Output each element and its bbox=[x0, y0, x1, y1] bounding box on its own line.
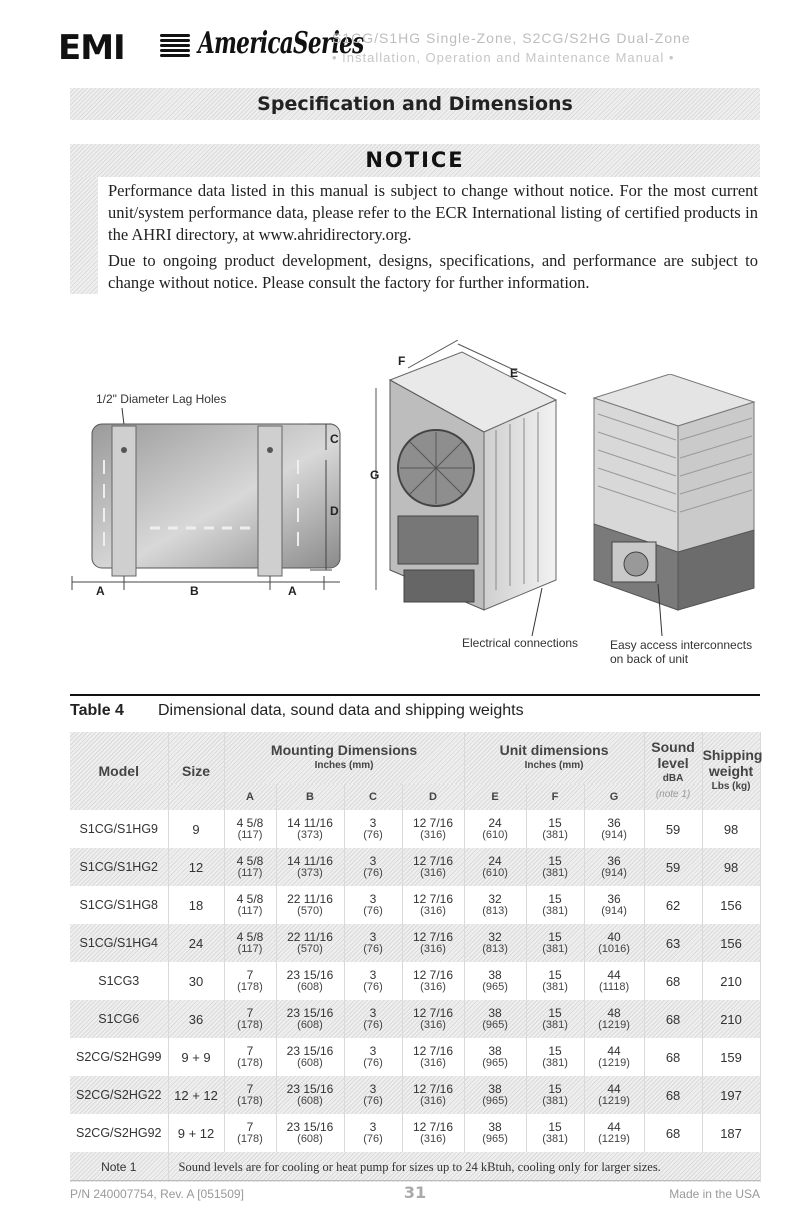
cell-model: S2CG/S2HG92 bbox=[70, 1114, 168, 1152]
cell-g bbox=[584, 1076, 644, 1114]
cell-e bbox=[464, 848, 526, 886]
val-a-mm: (178) bbox=[237, 1019, 263, 1031]
val-c: 3 bbox=[369, 968, 377, 982]
val-c-mm: (76) bbox=[363, 943, 383, 955]
cell-a bbox=[224, 924, 276, 962]
table-header-row bbox=[70, 732, 760, 784]
cell-b bbox=[276, 848, 344, 886]
val-e-mm: (610) bbox=[482, 867, 508, 879]
cell-a bbox=[224, 962, 276, 1000]
val-f: 15 bbox=[548, 854, 562, 868]
notice-box bbox=[70, 144, 760, 294]
val-g: 36 bbox=[607, 854, 621, 868]
val-a: 7 bbox=[246, 1120, 254, 1134]
val-c: 3 bbox=[369, 854, 377, 868]
cell-sound: 68 bbox=[644, 962, 702, 1000]
cell-f bbox=[526, 962, 584, 1000]
col-header-d: D bbox=[402, 784, 464, 810]
val-f-mm: (381) bbox=[542, 981, 568, 993]
val-b: 23 15/16 bbox=[286, 1044, 334, 1058]
table-body bbox=[70, 810, 760, 1182]
val-a-mm: (117) bbox=[237, 829, 263, 841]
shipping-title: Shipping weight bbox=[702, 747, 763, 779]
val-f-mm: (381) bbox=[542, 829, 568, 841]
col-header-sound bbox=[644, 732, 702, 810]
cell-g bbox=[584, 1000, 644, 1038]
col-header-f: F bbox=[526, 784, 584, 810]
cell-a bbox=[224, 886, 276, 924]
val-g: 48 bbox=[607, 1006, 621, 1020]
val-b: 23 15/16 bbox=[286, 1082, 334, 1096]
cell-c bbox=[344, 1038, 402, 1076]
col-header-e: E bbox=[464, 784, 526, 810]
cell-f bbox=[526, 848, 584, 886]
sound-title: Sound level bbox=[651, 739, 695, 771]
val-b-mm: (608) bbox=[297, 981, 323, 993]
table-title: Dimensional data, sound data and shipping weights bbox=[158, 702, 524, 719]
table-row bbox=[70, 848, 760, 886]
dim-label-a-right: A bbox=[288, 584, 297, 598]
val-f: 15 bbox=[548, 1044, 562, 1058]
dim-label-e: E bbox=[510, 366, 519, 380]
cell-sound: 63 bbox=[644, 924, 702, 962]
val-a-mm: (117) bbox=[237, 943, 263, 955]
cell-e bbox=[464, 962, 526, 1000]
base-plate-diagram bbox=[70, 400, 360, 600]
val-f: 15 bbox=[548, 816, 562, 830]
table-row bbox=[70, 1114, 760, 1152]
cell-d bbox=[402, 848, 464, 886]
val-d-mm: (316) bbox=[420, 1133, 446, 1145]
val-a: 7 bbox=[246, 1044, 254, 1058]
val-g: 44 bbox=[607, 1082, 621, 1096]
val-d: 12 7/16 bbox=[412, 892, 454, 906]
cell-c bbox=[344, 1114, 402, 1152]
val-d: 12 7/16 bbox=[412, 968, 454, 982]
val-e-mm: (610) bbox=[482, 829, 508, 841]
table-row bbox=[70, 924, 760, 962]
val-c-mm: (76) bbox=[363, 1057, 383, 1069]
section-title: Specification and Dimensions bbox=[257, 93, 573, 115]
col-header-a: A bbox=[224, 784, 276, 810]
val-e-mm: (813) bbox=[482, 943, 508, 955]
val-a: 7 bbox=[246, 968, 254, 982]
cell-size: 12 bbox=[168, 848, 224, 886]
col-header-c: C bbox=[344, 784, 402, 810]
notice-side-bar bbox=[70, 177, 98, 294]
val-c-mm: (76) bbox=[363, 1095, 383, 1107]
val-b-mm: (608) bbox=[297, 1057, 323, 1069]
cell-g bbox=[584, 1038, 644, 1076]
val-a-mm: (178) bbox=[237, 1057, 263, 1069]
val-a: 7 bbox=[246, 1082, 254, 1096]
cell-c bbox=[344, 848, 402, 886]
cell-size: 12 + 12 bbox=[168, 1076, 224, 1114]
val-d: 12 7/16 bbox=[412, 930, 454, 944]
cell-f bbox=[526, 1076, 584, 1114]
cell-ship: 156 bbox=[702, 886, 760, 924]
cell-sound: 68 bbox=[644, 1038, 702, 1076]
val-d-mm: (316) bbox=[420, 1095, 446, 1107]
cell-model: S1CG/S1HG9 bbox=[70, 810, 168, 848]
cell-a bbox=[224, 1076, 276, 1114]
val-e-mm: (965) bbox=[482, 1133, 508, 1145]
sound-note-ref: (note 1) bbox=[655, 789, 691, 800]
val-c-mm: (76) bbox=[363, 829, 383, 841]
val-b: 14 11/16 bbox=[287, 854, 333, 868]
val-g: 44 bbox=[607, 968, 621, 982]
val-e-mm: (965) bbox=[482, 1095, 508, 1107]
cell-e bbox=[464, 810, 526, 848]
cell-d bbox=[402, 886, 464, 924]
val-g-mm: (914) bbox=[601, 905, 627, 917]
dim-label-a-left: A bbox=[96, 584, 105, 598]
val-f-mm: (381) bbox=[542, 867, 568, 879]
val-b-mm: (608) bbox=[297, 1095, 323, 1107]
page-number: 31 bbox=[403, 1183, 427, 1202]
val-e-mm: (965) bbox=[482, 1019, 508, 1031]
val-e: 38 bbox=[488, 968, 502, 982]
cell-b bbox=[276, 924, 344, 962]
cell-d bbox=[402, 924, 464, 962]
val-c-mm: (76) bbox=[363, 1019, 383, 1031]
notice-header-bar bbox=[70, 144, 760, 177]
val-c: 3 bbox=[369, 892, 377, 906]
val-b-mm: (570) bbox=[297, 943, 323, 955]
val-d-mm: (316) bbox=[420, 1057, 446, 1069]
cell-sound: 68 bbox=[644, 1076, 702, 1114]
col-header-model: Model bbox=[70, 732, 168, 810]
table-row bbox=[70, 962, 760, 1000]
mounting-units: Inches (mm) bbox=[314, 760, 374, 771]
val-b-mm: (373) bbox=[297, 867, 323, 879]
cell-b bbox=[276, 1114, 344, 1152]
cell-ship: 159 bbox=[702, 1038, 760, 1076]
cell-f bbox=[526, 1038, 584, 1076]
val-a: 4 5/8 bbox=[236, 816, 264, 830]
col-header-unit bbox=[464, 732, 644, 784]
cell-e bbox=[464, 1114, 526, 1152]
part-number: P/N 240007754, Rev. A [051509] bbox=[70, 1187, 244, 1201]
dim-label-b: B bbox=[190, 584, 199, 598]
cell-a bbox=[224, 1038, 276, 1076]
val-b-mm: (373) bbox=[297, 829, 323, 841]
col-header-shipping bbox=[702, 732, 763, 810]
val-d: 12 7/16 bbox=[412, 1082, 454, 1096]
val-c-mm: (76) bbox=[363, 867, 383, 879]
emi-logo-mark-icon bbox=[160, 34, 190, 62]
cell-model: S1CG/S1HG8 bbox=[70, 886, 168, 924]
cell-g bbox=[584, 924, 644, 962]
cell-c bbox=[344, 810, 402, 848]
header-manual-line: • Installation, Operation and Maintenance Manual • bbox=[332, 50, 675, 65]
cell-sound: 59 bbox=[644, 810, 702, 848]
cell-b bbox=[276, 1000, 344, 1038]
interconnects-caption-line1: Easy access interconnects bbox=[610, 638, 753, 652]
val-a: 4 5/8 bbox=[236, 892, 264, 906]
col-header-b: B bbox=[276, 784, 344, 810]
cell-g bbox=[584, 810, 644, 848]
cell-d bbox=[402, 1114, 464, 1152]
cell-model: S1CG6 bbox=[70, 1000, 168, 1038]
val-d: 12 7/16 bbox=[412, 1006, 454, 1020]
cell-b bbox=[276, 886, 344, 924]
val-f: 15 bbox=[548, 968, 562, 982]
cell-g bbox=[584, 886, 644, 924]
cell-e bbox=[464, 1076, 526, 1114]
notice-paragraph-1: Performance data listed in this manual is subject to change without notice. For the most current unit/system performance data, please refer to the ECR International listing of certified products in the AHRI directory, at www.ahridirectory.org. bbox=[108, 181, 758, 244]
cell-ship: 156 bbox=[702, 924, 760, 962]
cell-ship: 210 bbox=[702, 1000, 760, 1038]
cell-a bbox=[224, 1114, 276, 1152]
val-c: 3 bbox=[369, 1120, 377, 1134]
val-e: 38 bbox=[488, 1006, 502, 1020]
val-c: 3 bbox=[369, 930, 377, 944]
table-note-row bbox=[70, 1152, 760, 1182]
val-b: 23 15/16 bbox=[286, 968, 334, 982]
val-g-mm: (914) bbox=[601, 829, 627, 841]
interconnects-caption-line2: on back of unit bbox=[610, 652, 689, 666]
cell-e bbox=[464, 1000, 526, 1038]
cell-e bbox=[464, 924, 526, 962]
val-f: 15 bbox=[548, 1006, 562, 1020]
cell-sound: 68 bbox=[644, 1114, 702, 1152]
val-f-mm: (381) bbox=[542, 1095, 568, 1107]
val-d-mm: (316) bbox=[420, 943, 446, 955]
unit-dim-units: Inches (mm) bbox=[524, 760, 584, 771]
cell-d bbox=[402, 962, 464, 1000]
cell-size: 24 bbox=[168, 924, 224, 962]
cell-f bbox=[526, 810, 584, 848]
val-a: 7 bbox=[246, 1006, 254, 1020]
lag-holes-caption: 1/2" Diameter Lag Holes bbox=[96, 392, 227, 406]
header-model-line: S1CG/S1HG Single-Zone, S2CG/S2HG Dual-Zone bbox=[332, 30, 691, 46]
notice-title: NOTICE bbox=[365, 148, 465, 172]
val-d: 12 7/16 bbox=[412, 854, 454, 868]
val-a-mm: (178) bbox=[237, 1133, 263, 1145]
val-a: 4 5/8 bbox=[236, 854, 264, 868]
val-b-mm: (608) bbox=[297, 1019, 323, 1031]
note-text: Sound levels are for cooling or heat pump for sizes up to 24 kBtuh, cooling only for larger sizes. bbox=[168, 1152, 760, 1182]
cell-d bbox=[402, 1076, 464, 1114]
cell-model: S1CG/S1HG2 bbox=[70, 848, 168, 886]
dim-label-f: F bbox=[398, 354, 406, 368]
val-d-mm: (316) bbox=[420, 905, 446, 917]
val-b: 23 15/16 bbox=[286, 1120, 334, 1134]
val-e: 38 bbox=[488, 1044, 502, 1058]
table-row bbox=[70, 1000, 760, 1038]
table-number: Table 4 bbox=[70, 702, 124, 719]
val-d-mm: (316) bbox=[420, 867, 446, 879]
unit-dim-title: Unit dimensions bbox=[499, 742, 609, 758]
cell-ship: 98 bbox=[702, 848, 760, 886]
val-e: 32 bbox=[488, 892, 502, 906]
val-c-mm: (76) bbox=[363, 1133, 383, 1145]
val-f-mm: (381) bbox=[542, 1057, 568, 1069]
val-g: 40 bbox=[607, 930, 621, 944]
val-f: 15 bbox=[548, 1120, 562, 1134]
val-b-mm: (570) bbox=[297, 905, 323, 917]
cell-sound: 62 bbox=[644, 886, 702, 924]
cell-f bbox=[526, 1114, 584, 1152]
val-g-mm: (914) bbox=[601, 867, 627, 879]
table-row bbox=[70, 1038, 760, 1076]
emi-logo: EMI bbox=[58, 28, 125, 68]
col-header-size: Size bbox=[168, 732, 224, 810]
cell-model: S1CG3 bbox=[70, 962, 168, 1000]
cell-d bbox=[402, 1000, 464, 1038]
val-a-mm: (178) bbox=[237, 1095, 263, 1107]
val-g: 44 bbox=[607, 1044, 621, 1058]
cell-b bbox=[276, 962, 344, 1000]
cell-f bbox=[526, 1000, 584, 1038]
val-c-mm: (76) bbox=[363, 905, 383, 917]
cell-c bbox=[344, 1076, 402, 1114]
val-d: 12 7/16 bbox=[412, 1120, 454, 1134]
col-header-g: G bbox=[584, 784, 644, 810]
made-in-usa: Made in the USA bbox=[669, 1187, 760, 1201]
val-g: 36 bbox=[607, 816, 621, 830]
val-f-mm: (381) bbox=[542, 905, 568, 917]
page-header bbox=[58, 22, 758, 68]
cell-d bbox=[402, 1038, 464, 1076]
val-c: 3 bbox=[369, 1006, 377, 1020]
table-caption bbox=[70, 694, 760, 724]
val-b: 22 11/16 bbox=[287, 930, 333, 944]
cell-c bbox=[344, 886, 402, 924]
cell-size: 18 bbox=[168, 886, 224, 924]
cell-f bbox=[526, 924, 584, 962]
val-a-mm: (117) bbox=[237, 905, 263, 917]
col-header-mounting bbox=[224, 732, 464, 784]
val-a: 4 5/8 bbox=[236, 930, 264, 944]
val-e: 24 bbox=[488, 854, 502, 868]
val-d: 12 7/16 bbox=[412, 1044, 454, 1058]
val-c-mm: (76) bbox=[363, 981, 383, 993]
unit-front-drawing bbox=[370, 340, 570, 640]
section-banner bbox=[70, 88, 760, 120]
val-e-mm: (965) bbox=[482, 981, 508, 993]
note-label: Note 1 bbox=[70, 1152, 168, 1182]
cell-sound: 68 bbox=[644, 1000, 702, 1038]
val-b-mm: (608) bbox=[297, 1133, 323, 1145]
val-g-mm: (1219) bbox=[598, 1133, 630, 1145]
val-e: 24 bbox=[488, 816, 502, 830]
table-row bbox=[70, 810, 760, 848]
val-f-mm: (381) bbox=[542, 1019, 568, 1031]
cell-e bbox=[464, 886, 526, 924]
cell-c bbox=[344, 924, 402, 962]
val-f: 15 bbox=[548, 1082, 562, 1096]
table-row bbox=[70, 886, 760, 924]
val-e: 32 bbox=[488, 930, 502, 944]
cell-g bbox=[584, 962, 644, 1000]
cell-size: 30 bbox=[168, 962, 224, 1000]
cell-ship: 197 bbox=[702, 1076, 760, 1114]
cell-a bbox=[224, 1000, 276, 1038]
cell-ship: 187 bbox=[702, 1114, 760, 1152]
cell-e bbox=[464, 1038, 526, 1076]
val-f: 15 bbox=[548, 892, 562, 906]
val-g: 36 bbox=[607, 892, 621, 906]
val-b: 23 15/16 bbox=[286, 1006, 334, 1020]
val-f-mm: (381) bbox=[542, 943, 568, 955]
cell-model: S2CG/S2HG99 bbox=[70, 1038, 168, 1076]
val-e-mm: (813) bbox=[482, 905, 508, 917]
val-a-mm: (178) bbox=[237, 981, 263, 993]
cell-f bbox=[526, 886, 584, 924]
val-d-mm: (316) bbox=[420, 981, 446, 993]
america-series-logo: AmericaSeries bbox=[198, 26, 364, 61]
cell-b bbox=[276, 810, 344, 848]
dim-label-c: C bbox=[330, 432, 339, 446]
table-row bbox=[70, 1076, 760, 1114]
notice-paragraph-2: Due to ongoing product development, designs, specifications, and performance are subject to change without notice. Please consult the factory for further information. bbox=[108, 251, 758, 292]
cell-c bbox=[344, 1000, 402, 1038]
val-d-mm: (316) bbox=[420, 829, 446, 841]
val-e: 38 bbox=[488, 1082, 502, 1096]
cell-c bbox=[344, 962, 402, 1000]
cell-model: S2CG/S2HG22 bbox=[70, 1076, 168, 1114]
dimensional-data-table bbox=[70, 732, 761, 1182]
cell-ship: 210 bbox=[702, 962, 760, 1000]
val-f: 15 bbox=[548, 930, 562, 944]
cell-a bbox=[224, 810, 276, 848]
val-d-mm: (316) bbox=[420, 1019, 446, 1031]
electrical-connections-caption: Electrical connections bbox=[462, 636, 579, 650]
val-c: 3 bbox=[369, 1082, 377, 1096]
cell-g bbox=[584, 1114, 644, 1152]
val-g-mm: (1219) bbox=[598, 1019, 630, 1031]
val-g: 44 bbox=[607, 1120, 621, 1134]
val-c: 3 bbox=[369, 1044, 377, 1058]
val-g-mm: (1219) bbox=[598, 1057, 630, 1069]
dim-label-g: G bbox=[370, 468, 380, 482]
cell-a bbox=[224, 848, 276, 886]
val-d: 12 7/16 bbox=[412, 816, 454, 830]
val-b: 14 11/16 bbox=[287, 816, 333, 830]
unit-back-drawing bbox=[588, 374, 760, 644]
val-e: 38 bbox=[488, 1120, 502, 1134]
val-b: 22 11/16 bbox=[287, 892, 333, 906]
cell-sound: 59 bbox=[644, 848, 702, 886]
val-g-mm: (1118) bbox=[598, 981, 630, 993]
mounting-title: Mounting Dimensions bbox=[270, 742, 418, 758]
cell-b bbox=[276, 1076, 344, 1114]
cell-model: S1CG/S1HG4 bbox=[70, 924, 168, 962]
cell-d bbox=[402, 810, 464, 848]
cell-b bbox=[276, 1038, 344, 1076]
cell-size: 9 + 12 bbox=[168, 1114, 224, 1152]
val-c: 3 bbox=[369, 816, 377, 830]
val-f-mm: (381) bbox=[542, 1133, 568, 1145]
val-g-mm: (1016) bbox=[598, 943, 630, 955]
val-g-mm: (1219) bbox=[598, 1095, 630, 1107]
dim-label-d: D bbox=[330, 504, 339, 518]
val-e-mm: (965) bbox=[482, 1057, 508, 1069]
shipping-units: Lbs (kg) bbox=[711, 781, 751, 792]
cell-size: 36 bbox=[168, 1000, 224, 1038]
page-footer bbox=[70, 1180, 760, 1204]
sound-units: dBA bbox=[662, 773, 684, 784]
cell-size: 9 bbox=[168, 810, 224, 848]
unit-figures bbox=[70, 340, 760, 680]
val-a-mm: (117) bbox=[237, 867, 263, 879]
cell-g bbox=[584, 848, 644, 886]
cell-ship: 98 bbox=[702, 810, 760, 848]
cell-size: 9 + 9 bbox=[168, 1038, 224, 1076]
